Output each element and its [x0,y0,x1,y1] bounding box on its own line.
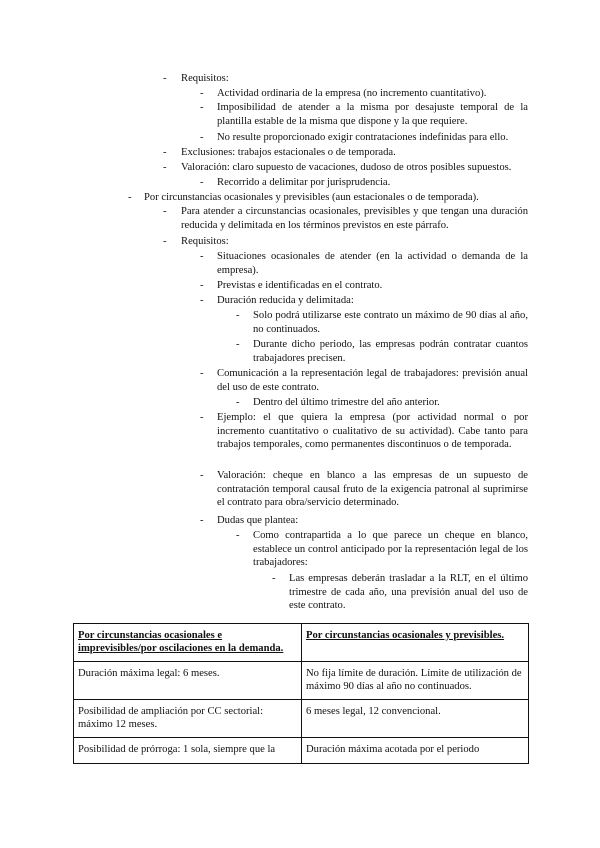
table-header-row [74,624,529,662]
list-item-text: Durante dicho periodo, las empresas podrán contratar cuantos trabajadores precisen. [253,339,528,364]
list-item-text: Ejemplo: el que quiera la empresa (por actividad normal o por incremento cuantitativo o cualitativo de su actividad). Cabe tanto para trabajos temporales, como permanentes discontinuos o de temporada. [217,412,528,451]
bullet-dash: - [200,132,204,143]
table-row [74,700,529,738]
list-item-text: Requisitos: [181,236,229,247]
table-cell: Duración máxima acotada por el periodo [302,738,529,764]
table-cell: Posibilidad de ampliación por CC sectorial: máximo 12 meses. [74,700,302,738]
table-header-cell: Por circunstancias ocasionales y previsibles. [302,624,529,662]
list-item-text: No resulte proporcionado exigir contrataciones indefinidas para ello. [217,132,509,143]
bullet-dash: - [200,177,204,188]
table-header-cell: Por circunstancias ocasionales e imprevisibles/por oscilaciones en la demanda. [74,624,302,662]
list-item-text: Dentro del último trimestre del año anterior. [253,397,440,408]
list-item-text: Exclusiones: trabajos estacionales o de temporada. [181,147,396,158]
list-item-text: Valoración: cheque en blanco a las empresas de un supuesto de contratación temporal causal fruto de la exigencia patronal al suprimirse el contrato para obra/servicio determinado. [217,470,528,509]
list-item-text: Por circunstancias ocasionales y previsibles (aun estacionales o de temporada). [144,192,479,203]
list-item-text: Dudas que plantea: [217,515,299,526]
list-item-text: Duración reducida y delimitada: [217,295,354,306]
bullet-dash: - [163,236,167,247]
bullet-dash: - [236,397,240,408]
table-cell: Duración máxima legal: 6 meses. [74,662,302,700]
table-cell: Posibilidad de prórroga: 1 sola, siempre que la [74,738,302,764]
list-item-text: Recorrido a delimitar por jurisprudencia. [217,177,391,188]
bullet-dash: - [236,310,240,321]
list-item-text: Requisitos: [181,73,229,84]
list-item-text: Solo podrá utilizarse este contrato un máximo de 90 días al año, no continuados. [253,310,528,335]
bullet-dash: - [236,530,240,541]
bullet-dash: - [200,295,204,306]
bullet-dash: - [200,280,204,291]
bullet-dash: - [200,470,204,481]
list-item-text: Situaciones ocasionales de atender (en la actividad o demanda de la empresa). [217,251,528,276]
bullet-dash: - [200,368,204,379]
list-item-text: Comunicación a la representación legal de trabajadores: previsión anual del uso de este contrato. [217,368,528,393]
table-row [74,662,529,700]
bullet-dash: - [200,251,204,262]
list-item-text: Para atender a circunstancias ocasionales, previsibles y que tengan una duración reducida y delimitada en los términos previstos en este párrafo. [181,206,528,231]
list-item-text: Imposibilidad de atender a la misma por desajuste temporal de la plantilla estable de la misma que dispone y la que requiere. [217,102,528,127]
bullet-dash: - [200,515,204,526]
comparison-table [73,623,529,764]
table-row [74,738,529,764]
list-item-text: Valoración: claro supuesto de vacaciones, dudoso de otros posibles supuestos. [181,162,512,173]
table-cell: No fija límite de duración. Límite de utilización de máximo 90 días al año no continuados. [302,662,529,700]
bullet-dash: - [200,88,204,99]
list-item-text: Como contrapartida a lo que parece un cheque en blanco, establece un control anticipado por la representación legal de los trabajadores: [253,530,528,569]
bullet-dash: - [163,73,167,84]
bullet-dash: - [163,162,167,173]
bullet-dash: - [272,573,276,584]
bullet-dash: - [163,147,167,158]
table-cell: 6 meses legal, 12 convencional. [302,700,529,738]
bullet-dash: - [236,339,240,350]
list-item-text: Previstas e identificadas en el contrato. [217,280,383,291]
bullet-dash: - [200,102,204,113]
bullet-dash: - [128,192,132,203]
list-item-text: Actividad ordinaria de la empresa (no incremento cuantitativo). [217,88,487,99]
list-item-text: Las empresas deberán trasladar a la RLT, en el último trimestre de cada año, una previsión anual del uso de este contrato. [289,573,528,612]
bullet-dash: - [200,412,204,423]
bullet-dash: - [163,206,167,217]
